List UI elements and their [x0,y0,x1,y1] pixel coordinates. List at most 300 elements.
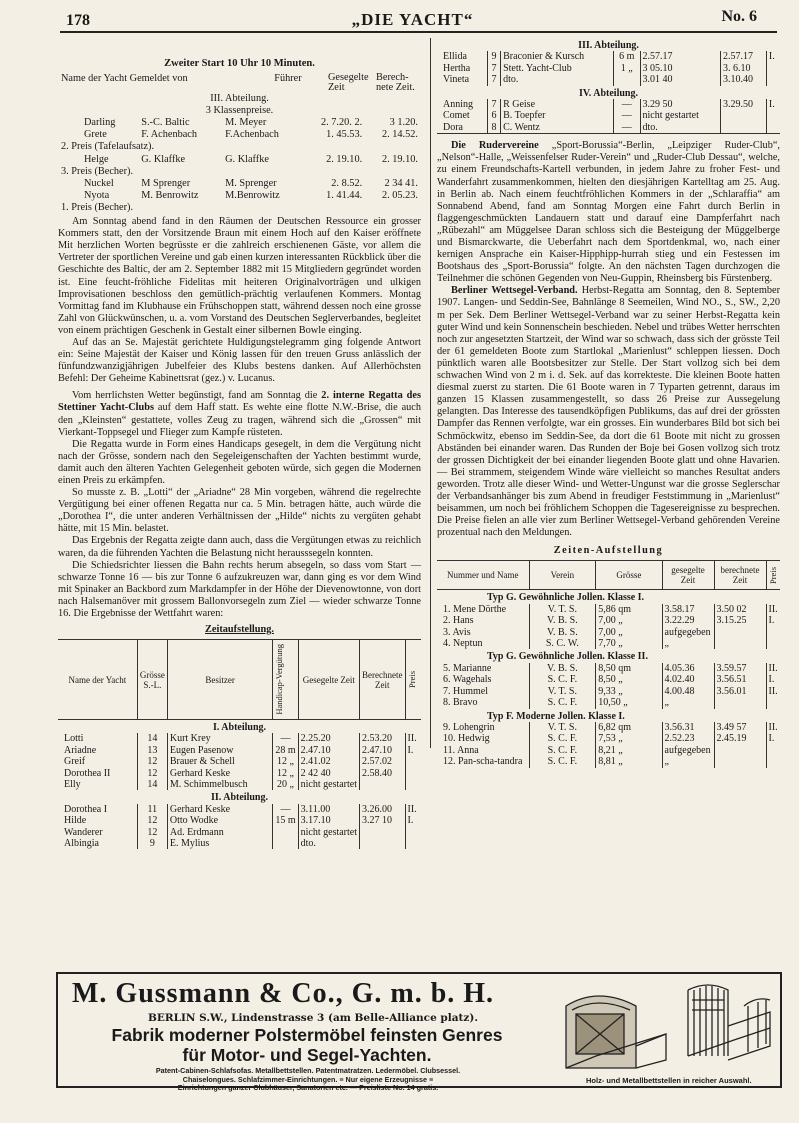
ad-line: Einrichtungen ganzer Clubhäuser, Sanatorien etc. — Preisliste No. 14 gratis. [177,1083,439,1092]
entry-row [58,202,421,214]
cell: 3.56.01 [714,686,766,697]
cell: 1. Mene Dörthe [437,604,529,615]
cell: Vineta [437,74,487,85]
cell: 8,50 qm [596,663,662,674]
cell: C. Wentz [501,122,614,134]
th-sailed: Gesegelte Zeit [298,640,359,720]
results-table-top [58,73,421,93]
paragraph-lead: Berliner Wettsegel-Verband. [451,285,578,297]
col-header-name: Name der Yacht Gemeldet von [61,73,188,85]
cell: Greif [58,756,137,767]
cell: 7,00 „ [596,615,662,626]
table-row [437,110,780,121]
entry-calc: 2. 14.52. [381,129,418,141]
cell: Ariadne [58,745,137,756]
cell [714,627,766,638]
page-number: 178 [66,12,90,29]
cell [766,756,780,767]
paragraph [58,390,421,438]
cell: 12 [137,756,167,767]
cell: Eugen Pasenow [167,745,273,756]
cell: 2.58.40 [360,768,405,779]
cell: M. Schimmelbusch [167,779,273,790]
table-row [437,722,780,733]
cell: 2.47.10 [298,745,359,756]
cell: Albingia [58,838,137,849]
cell: I. [407,744,414,756]
th-prize: Preis [767,566,778,584]
group-row [437,709,780,722]
advertisement [56,972,782,1092]
cell: 2.57.17 [721,51,767,62]
cell: 14 [137,779,167,790]
cell: 28 m [273,745,298,756]
entry-row [58,190,421,202]
ad-product-list [68,1067,548,1093]
col-header-helm: Führer [274,73,302,85]
cell: Gerhard Keske [167,804,273,815]
paragraph [437,285,780,539]
cell: I. [768,51,775,63]
cell: 15 m [273,815,298,826]
beds-illustration [558,976,780,1076]
cell: S. C. F. [529,697,596,708]
cell: „ [662,638,714,649]
table-row [437,604,780,615]
entry-sail: 1. 45.53. [326,129,363,141]
paragraph-lead: Die Rudervereine [451,140,539,152]
table-title: Zeitaufstellung. [205,624,274,636]
th-prize: Preis [406,671,417,689]
cell: 8 [487,122,500,134]
cell: 3.50 02 [714,604,766,615]
ad-address: BERLIN S.W., Lindenstrasse 3 (am Belle-Alliance platz). [148,1012,478,1024]
cell [360,779,405,790]
th-calc: berechnete Zeit [714,561,766,590]
cell: Dora [437,122,487,134]
cell: 3.49 57 [714,722,766,733]
cell: 3.29 50 [640,99,720,110]
cell: 3.11.00 [298,804,359,815]
time-table-continued [437,38,780,134]
cell: 8,81 „ [596,756,662,767]
th-name: Name der Yacht [58,640,137,720]
th-size: Grösse S.-L. [137,640,167,720]
table-row [58,815,421,826]
page-header [56,8,769,30]
cell: nicht gestartet [298,779,359,790]
entry-name: Helge [84,153,109,165]
cell: 5,86 qm [596,604,662,615]
cell: V. B. S. [529,627,596,638]
cell: 3.56.51 [714,674,766,685]
cell: 11 [137,804,167,815]
cell: „ [662,697,714,708]
table-row [437,697,780,708]
cell: Otto Wodke [167,815,273,826]
cell [405,768,421,779]
cell: — [613,110,640,121]
cell: nicht gestartet [640,110,720,121]
cell: 3.56.31 [662,722,714,733]
table-row [437,122,780,134]
cell: Elly [58,779,137,790]
column-divider [430,38,431,748]
cell: 4. Neptun [437,638,529,649]
cell: S. C. F. [529,756,596,767]
cell: R Geise [501,99,614,110]
cell [721,122,767,134]
cell [766,110,780,121]
entry-calc: 2. 05.23. [381,189,418,201]
paragraph: So musste z. B. „Lotti“ der „Ariadne“ 28 Min vorgeben, während die regelrechte Vergütigung bei einer offenen Regatta nur ca. 5 Min. betragen hätte, auch würde die „Dorothea I“, die unter anderen Verhältnissen der „Hilde“ nichts zu vergüten gehabt hätte, mit 15 Min. belastet. [58,487,421,535]
entry-name: Nyota [84,189,110,201]
paragraph: Die Regatta wurde in Form eines Handicaps gesegelt, in dem die Vergütung nicht nach der Grösse, sondern nach den Segeleigenschaften der Yachten bestimmt wurde, damit auch den älteren Yachten Gelegenheit geboten würde, sich gegen die Modernen einen Preis zu erkämpfen. [58,438,421,486]
cell: Lotti [58,733,137,744]
entry-name: Nuckel [84,177,114,189]
cell: — [613,122,640,134]
table-row [58,804,421,815]
table-row [58,756,421,767]
cell [613,74,640,85]
group-label: Typ F. Moderne Jollen. Klasse I. [487,710,625,722]
cell: 4.02.40 [662,674,714,685]
cell: 7 [487,63,500,74]
cell: 3.01 40 [640,74,720,85]
cell: aufgegeben [662,745,714,756]
cell: Comet [437,110,487,121]
table-row [58,779,421,790]
paragraph: Das Ergebnis der Regatta zeigte dann auch, dass die Vergütungen etwas zu reichlich waren, da die führenden Yachten die Belastung nicht herausssegeln konnten. [58,535,421,559]
top-entries [58,117,421,214]
entry-calc: 3 1.20. [389,117,418,129]
cell: 2. Hans [437,615,529,626]
right-column [437,38,780,768]
entry-by: S.-C. Baltic [141,117,190,129]
paragraph: Auf das an Se. Majestät gerichtete Huldigungstelegramm ging folgende Antwort ein: Seine Majestät der Kaiser und König lassen für den treuen Gruss anlässlich der fünfundzwanzigjährigen Jubelfeier des Klubs bestens danken. Auf Allerhöchsten Befehl: Der Geheime Kabinettsrat (gez.) v. Lucanus. [58,336,421,385]
regatta-name: 2. interne Regatta des Stettiner Yacht-Clubs [58,390,421,414]
division-label: III. Abteilung. [210,93,269,105]
cell: 4.00.48 [662,686,714,697]
cell: 3.29.50 [721,99,767,110]
cell: 7,53 „ [596,733,662,744]
cell: 3.15.25 [714,615,766,626]
cell: 3.22.29 [662,615,714,626]
cell: 6. Wagehals [437,674,529,685]
cell [405,756,421,767]
prize-label: 3. Preis (Becher). [61,165,134,177]
division-row [437,86,780,99]
cell: Ellida [437,51,487,62]
th-handicap: Handicap-Vergütung [274,644,285,715]
cell: 12 „ [273,768,298,779]
cell: nicht gestartet [298,827,359,838]
cell: S. C. F. [529,733,596,744]
entry-row [58,166,421,178]
cell: 3.17.10 [298,815,359,826]
cell: Dorothea I [58,804,137,815]
cell: 3 05.10 [640,63,720,74]
cell: 3.58.17 [662,604,714,615]
cell [273,838,298,849]
cell: Hertha [437,63,487,74]
table-row [437,733,780,744]
cell [273,827,298,838]
cell: 13 [137,745,167,756]
entry-by: M Sprenger [141,177,191,189]
prize-label: 2. Preis (Tafelaufsatz). [61,141,155,153]
cell: Gerhard Keske [167,768,273,779]
entry-row [58,178,421,190]
table-row [437,627,780,638]
issue-number: No. 6 [721,8,757,25]
cell: Brauer & Schell [167,756,273,767]
entry-row [58,154,421,166]
cell [405,827,421,838]
cell: II. [768,662,778,674]
table-row [437,99,780,110]
th-size: Grösse [596,561,662,590]
division-label: II. Abteilung. [211,792,268,804]
paragraph-text: „Sport-Borussia“-Berlin, „Leipziger Ruder-Club“, „Nelson“-Halle, „Weissenfelser Ruder-Verein“ und „Ruder-Club Dessau“, welche, zu einem Freundschafts-Kartell verbunden, in jedem Jahre zu froher Fest- und Wanderfahrt zusammenkommen, hielten den diesjährigen Kartelltag am 25. Aug. in Berlin ab. Nach einem feuchtfröhlichen Kommers in der „Schlaraffia“ am Sonnabend Abend, fand am Sonntag Morgen eine Fahrt durch Berlin in flaggengeschmückten Landauern statt und darauf eine Dampferfahrt nach „Rübezahl“ am Müggelsee Daran schloss sich die Besteigung der Müggelberge und Bismarckwarte, die Ueberfahrt nach dem Sportdenkmal, wo, nach einer kernigen Ansprache ein Kaiser-Hipphipp-hurrah stieg und ein Festessen im Bootshaus des „Sport-Borussia“ folgte. An den nächsten Tagen durchzogen die Teilnehmer die schönen Gegenden von Neu-Guppin, Rheinsberg bis Fürstenberg. [437,140,780,285]
cell [766,63,780,74]
group-label: Typ G. Gewöhnliche Jollen. Klasse I. [487,592,645,604]
cell: V. B. S. [529,615,596,626]
cell: 8,21 „ [596,745,662,756]
cell [714,745,766,756]
table-row [58,827,421,838]
th-number-name: Nummer und Name [437,561,529,590]
cell: 7,70 „ [596,638,662,649]
cell: 11. Anna [437,745,529,756]
table-row [58,838,421,849]
table-row [58,745,421,756]
cell: II. [407,733,417,745]
cell: „ [662,756,714,767]
cell [405,838,421,849]
table-row [437,745,780,756]
cell: 5. Marianne [437,663,529,674]
ad-headline-line2: für Motor- und Segel-Yachten. [182,1045,432,1065]
cell: 3.26.00 [360,804,405,815]
table-row [58,733,421,744]
cell: V. B. S. [529,663,596,674]
cell: Stett. Yacht-Club [501,63,614,74]
cell: 8,50 „ [596,674,662,685]
entry-helm: M.Benrowitz [225,189,280,201]
cell: — [273,804,298,815]
cell [766,745,780,756]
cell [721,110,767,121]
entry-calc: 2 34 41. [384,177,418,189]
cell: 8. Bravo [437,697,529,708]
cell [766,638,780,649]
entry-sail: 2. 7.20. 2. [320,117,363,129]
cell: 7 [487,74,500,85]
cell: I. [768,674,775,686]
cell: 12 [137,815,167,826]
cell: 2.47.10 [360,745,405,756]
cell: Braconier & Kursch [501,51,614,62]
cell: 2.45.19 [714,733,766,744]
table-row [437,674,780,685]
cell: 3.10.40 [721,74,767,85]
paragraph-text: auf dem Haff statt. Es wehte eine flotte N.W.-Brise, die auch den „Kleinsten“ gestattete, volles Zeug zu tragen, während sich die „Grossen“ mit Vierkant-Toppsegel und Flieger zum Kampfe rüsteten. [58,402,422,438]
table-row [437,615,780,626]
entry-helm: G. Klaffke [225,153,269,165]
entry-row [58,129,421,141]
paragraph-lead: Vom herrlichsten Wetter begünstigt, fand am Sonntag die [72,390,318,402]
cell [766,697,780,708]
th-owner: Besitzer [167,640,273,720]
table-row [437,638,780,649]
cell [714,697,766,708]
journal-title: „DIE YACHT“ [351,10,474,29]
start-heading: Zweiter Start 10 Uhr 10 Minuten. [164,58,315,69]
cell: E. Mylius [167,838,273,849]
cell: Hilde [58,815,137,826]
cell: 3. 6.10 [721,63,767,74]
cell: I. [768,99,775,111]
entry-name: Darling [84,117,116,129]
entry-sail: 1. 41.44. [326,189,363,201]
cell: Ad. Erdmann [167,827,273,838]
cell: — [273,733,298,744]
ad-firm-name: M. Gussmann & Co., G. m. b. H. [72,978,495,1009]
entry-sail: 2. 8.52. [331,177,363,189]
cell: S. C. F. [529,745,596,756]
th-calc: Berechnete Zeit [360,640,405,720]
cell: I. [768,615,775,627]
cell: dto. [640,122,720,134]
time-table-right [437,560,780,767]
cell: 2.53.20 [360,733,405,744]
division-row [437,38,780,51]
table-row [58,768,421,779]
paragraph: Die Schiedsrichter liessen die Bahn rechts herum absegeln, so dass vom Start — schwarze Tonne 16 — bis zur Tonne 6 aufzukreuzen war, dann ging es vor dem Wind mit Spinaker an Backbord zum Markdampfer in der Höhe der Dievenowtonne, von dort nach Halsemanöver mit grossem Ballonvorsegeln zum Ziel — wieder schwarze Tonne 16. Die Ergebnisse der Wettfahrt waren: [58,559,421,620]
table-row [437,663,780,674]
entry-helm: M. Sprenger [225,177,277,189]
cell: 14 [137,733,167,744]
entry-row [58,141,421,153]
header-rule [60,31,777,33]
entry-calc: 2. 19.10. [381,153,418,165]
division-label: IV. Abteilung. [578,87,638,99]
cell: V. T. S. [529,722,596,733]
cell: 2.57.17 [640,51,720,62]
table-row [437,51,780,62]
class-prizes-label: 3 Klassenpreise. [205,105,274,117]
cell: II. [768,685,778,697]
cell: 12. Pan-scha-tandra [437,756,529,767]
cell: 2.57.02 [360,756,405,767]
cell: aufgegeben [662,627,714,638]
cell: 7,00 „ [596,627,662,638]
ad-illustration-caption: Holz- und Metallbettstellen in reicher Auswahl. [586,1076,752,1085]
prize-label: 1. Preis (Becher). [61,201,134,213]
entry-name: Grete [84,129,107,141]
cell: 9. Lohengrin [437,722,529,733]
cell: 1 „ [613,63,640,74]
table-row [437,63,780,74]
division-row [58,719,421,733]
table-row [437,74,780,85]
cell: — [613,99,640,110]
division-label: III. Abteilung. [578,40,639,51]
left-column [58,58,421,849]
cell: I. [768,733,775,745]
entry-helm: M. Meyer [225,117,267,129]
th-sailed: gesegelte Zeit [662,561,714,590]
cell: 9 [137,838,167,849]
cell [405,779,421,790]
cell: 20 „ [273,779,298,790]
ad-line: Patent-Cabinen-Schlafsofas. Metallbettstellen. Patentmatratzen. Ledermöbel. Clubsessel. [155,1066,461,1075]
cell: 12 [137,768,167,779]
entry-sail: 2. 19.10. [326,153,363,165]
cell: II. [768,721,778,733]
cell: 3.59.57 [714,663,766,674]
cell: II. [768,603,778,615]
entry-by: M. Benrowitz [141,189,199,201]
cell: Kurt Krey [167,733,273,744]
paragraph [437,140,780,285]
cell [766,122,780,134]
col-header-sailed: Gesegelte Zeit [328,72,369,94]
th-club: Verein [529,561,596,590]
cell: 2.52.23 [662,733,714,744]
cell: V. T. S. [529,686,596,697]
group-row [437,590,780,604]
table-title: Zeiten-Aufstellung [553,545,664,557]
cell [714,638,766,649]
paragraph: Am Sonntag abend fand in den Räumen der Deutschen Ressource ein grosser Kommers statt, den der Vorsitzende Braun mit einem Hoch auf den Kaiser eröffnete Mit herzlichen Worten begrüsste er die zahlreich erschienenen Gäste, vor allem die Vertreter der sportlichen Vereine und gab einen kurzen interessanten Rückblick über die Geschichte des Baltic, der am 2. September 1882 mit 15 Mitgliedern gegründet worden ist. Eine feucht-fröhliche Fidelitas mit heiteren Originalvorträgen und ulkigen Improvisationen beschloss den gemütlich-prächtig verlaufenen Kommers. Montag Vormittag fand im Klubhause ein Frühschoppen statt, während dessen noch eine grosse Zahl von Glückwünschen, u. a. vom Vorstand des Deutschen Seglerverbandes, begleitet von einem prächtigen Geschenk in Gestalt einer silbernen Bowle einging. [58,216,421,336]
ad-headline-line1: Fabrik moderner Polstermöbel feinsten Genres [111,1025,503,1045]
entry-helm: F.Achenbach [225,129,279,141]
cell: dto. [298,838,359,849]
division-row [58,790,421,803]
cell: 7 [487,99,500,110]
cell: 10,50 „ [596,697,662,708]
time-table-left [58,639,421,849]
cell [766,627,780,638]
cell: S. C. W. [529,638,596,649]
entry-by: F. Achenbach [141,129,198,141]
cell: 6 m [613,51,640,62]
cell: 2.41.02 [298,756,359,767]
cell: 3.27 10 [360,815,405,826]
cell: B. Toepfer [501,110,614,121]
division-label: I. Abteilung. [212,721,267,733]
cell: 7. Hummel [437,686,529,697]
table-row [437,686,780,697]
cell: 6 [487,110,500,121]
cell: 9 [487,51,500,62]
cell: 4.05.36 [662,663,714,674]
entry-row [58,117,421,129]
paragraph-text: Herbst-Regatta am Sonntag, den 8. September 1907. Langen- und Seddin-See, Bahnlänge 8 Seemeilen, Wind NO., S., SW., 2,20 m per Sek. Dem Berliner Wettsegel-Verband war zu seiner Herbst-Regatta kein guter Wind und kein Sonnenschein beschieden. Nebel und trübes Wetter herrschten noch zur angesetzten Startzeit, der Wind war so schwach, dass sich der grösste Teil der 61 gemeldeten Boote zum Startlokal „Marienlust“ schleppen liessen. Doch pünktlich waren alle Bootsbesitzer zur Stelle. Der Start vollzog sich bei dem schwachen Wind von 2 m i. d. Sek. auf das korrekteste. Die kleinen Boote hatten diesmal zuerst zu starten. Die 61 Boote waren in 7 Typarten getrennt, daraus im ganzen 15 Klassen zusammengestellt, so dass 26 Preise zur Aussegelung gelangten. Das Interesse des tausendköpfigen Publikums, das auf drei der grössten Dampfer das Rennen verfolgte, war ein grosses. Ein wunderbares Bild bot sich bei Schmöckwitz, ebenso im Seddin-See, da dort die 61 Boote mit nicht zu grossen Abständen bei einander waren. Das Runden der Boje bei Gosen vollzog sich trotz der grossen Dichtigkeit der bei einander liegenden Boote glatt und ohne Havarien. — Bei strammem, steigendem Winde wäre vielleicht so manches Resultat anders geworden. Trotz alle dieser Wind- und Wetter-Ungunst war die grosse Seglerschar der Verbandsanhänger bis zum Abend in freudiger Feststimmung in „Marienlust“ beisammen, um noch bei fröhlichem Schoppen die Tagesereignisse zu besprechen. Die Preise fielen an alle vier zum Berliner Wettsegel-Verband gehörenden Vereine prozentual nach den Meldungen. [437,285,780,539]
cell: V. T. S. [529,604,596,615]
cell: 12 [137,827,167,838]
table-row [437,756,780,767]
cell: 12 „ [273,756,298,767]
cell: 3. Avis [437,627,529,638]
cell: Dorothea II [58,768,137,779]
cell: II. [407,803,417,815]
cell: Anning [437,99,487,110]
cell: 2 42 40 [298,768,359,779]
entry-by: G. Klaffke [141,153,186,165]
